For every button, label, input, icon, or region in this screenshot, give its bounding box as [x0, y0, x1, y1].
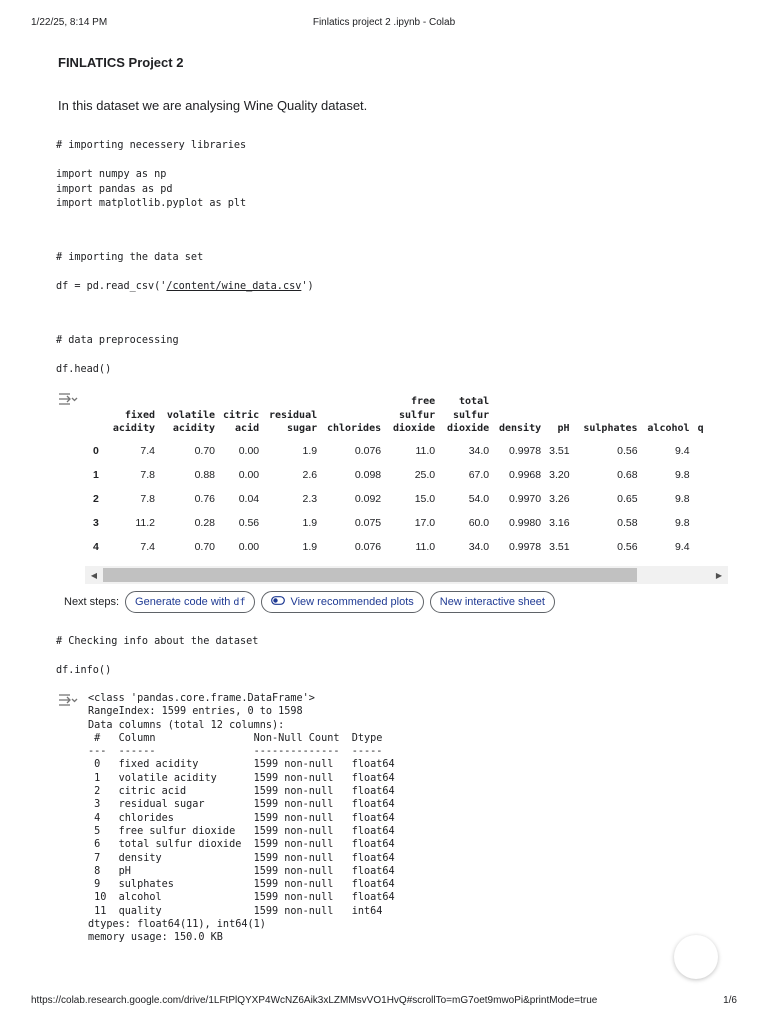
floating-action-button[interactable]: [674, 935, 718, 979]
code-cell-preprocess[interactable]: [56, 334, 179, 378]
table-cell: 0.00: [238, 540, 260, 553]
code-prefix: df = pd.read_csv(': [56, 281, 167, 293]
table-cell: 7.8: [140, 468, 155, 481]
intro-text: In this dataset we are analysing Wine Quality dataset.: [58, 98, 368, 113]
table-cell: 1.9: [302, 516, 318, 529]
table-cell: 9.8: [674, 492, 690, 505]
output-line: dtypes: float64(11), int64(1): [88, 919, 266, 931]
table-cell: 0.076: [354, 540, 382, 553]
next-steps-bar: [64, 591, 561, 613]
output-line: 9 sulphates 1599 non-null float64: [88, 879, 395, 891]
output-line: --- ------ -------------- -----: [88, 746, 395, 758]
code-comment: # importing the data set: [56, 252, 204, 263]
table-cell: 9.8: [674, 468, 690, 481]
output-line: Data columns (total 12 columns):: [88, 719, 285, 731]
table-cell: 0.28: [194, 516, 215, 529]
column-header: chlorides: [326, 423, 382, 434]
table-cell: 11.0: [415, 444, 436, 457]
table-cell: 0.70: [194, 540, 215, 553]
info-output: [88, 692, 395, 945]
table-cell: 0.9968: [509, 468, 542, 481]
table-cell: 7.8: [140, 492, 155, 505]
column-header: alcohol: [647, 423, 690, 434]
table-cell: 0.65: [617, 492, 638, 505]
table-cell: 1.9: [302, 540, 318, 553]
view-recommended-plots-button[interactable]: [261, 591, 423, 613]
output-line: # Column Non-Null Count Dtype: [88, 732, 395, 744]
table-cell: 2.6: [302, 468, 318, 481]
table-cell: 9.8: [674, 516, 690, 529]
table-cell: 0.9978: [509, 540, 542, 553]
table-cell: 0.092: [354, 492, 382, 505]
table-cell: 0.56: [617, 540, 638, 553]
code-line: df.head(): [56, 364, 112, 376]
table-row: [85, 487, 712, 511]
column-header: sulphates: [583, 423, 638, 434]
toggle-icon: [271, 596, 285, 608]
table-cell: [694, 511, 712, 535]
column-header: q: [697, 423, 704, 434]
table-cell: 3.20: [549, 468, 570, 481]
generate-code-label: Generate code with: [135, 596, 231, 608]
table-cell: 25.0: [414, 468, 436, 481]
code-suffix: '): [301, 281, 314, 293]
scroll-right-arrow-icon[interactable]: ▶: [715, 570, 723, 580]
table-cell: 3.51: [549, 444, 570, 457]
view-recommended-plots-label: View recommended plots: [290, 596, 414, 608]
notebook-title: FINLATICS Project 2: [58, 55, 184, 70]
table-row: [85, 463, 712, 487]
next-steps-label: Next steps:: [64, 596, 120, 608]
generate-code-button[interactable]: [125, 591, 255, 613]
index-header: [85, 392, 107, 439]
print-datetime: 1/22/25, 8:14 PM: [31, 17, 108, 28]
table-cell: 3.16: [549, 516, 570, 529]
code-cell-load[interactable]: [56, 251, 314, 295]
table-horizontal-scrollbar[interactable]: [85, 566, 728, 584]
table-row: [85, 511, 712, 535]
column-header: fixed acidity: [112, 409, 155, 434]
row-index: 3: [93, 516, 99, 529]
table-cell: 7.4: [140, 540, 155, 553]
output-line: 1 volatile acidity 1599 non-null float64: [88, 772, 395, 784]
scroll-left-arrow-icon[interactable]: ◀: [90, 570, 98, 580]
output-line: 11 quality 1599 non-null int64: [88, 905, 395, 917]
table-cell: 0.00: [238, 468, 260, 481]
code-comment: # data preprocessing: [56, 335, 179, 346]
table-cell: 0.70: [194, 444, 215, 457]
table-cell: 15.0: [414, 492, 436, 505]
column-header: residual sugar: [268, 409, 318, 434]
table-cell: 11.2: [135, 516, 155, 529]
output-line: 4 chlorides 1599 non-null float64: [88, 812, 395, 824]
row-index: 1: [93, 468, 99, 481]
table-cell: 1.9: [302, 444, 318, 457]
code-line: import matplotlib.pyplot as plt: [56, 198, 247, 210]
print-page-number: 1/6: [723, 995, 737, 1006]
output-line: memory usage: 150.0 KB: [88, 932, 223, 944]
output-line: <class 'pandas.core.frame.DataFrame'>: [88, 693, 315, 704]
output-line: RangeIndex: 1599 entries, 0 to 1598: [88, 706, 303, 718]
generate-code-var: df: [233, 596, 246, 608]
output-line: 6 total sulfur dioxide 1599 non-null float64: [88, 839, 395, 851]
table-cell: 34.0: [468, 444, 490, 457]
output-line: 8 pH 1599 non-null float64: [88, 865, 395, 877]
table-cell: 0.58: [617, 516, 638, 529]
table-cell: 0.9978: [509, 444, 542, 457]
output-line: 10 alcohol 1599 non-null float64: [88, 892, 395, 904]
row-index: 0: [93, 444, 99, 457]
dataframe-table: [85, 392, 712, 559]
row-index: 2: [93, 492, 99, 505]
code-cell-imports[interactable]: [56, 139, 246, 212]
column-header: pH: [557, 423, 570, 434]
table-cell: 0.076: [354, 444, 382, 457]
dataframe-output: [85, 392, 728, 562]
output-line: 0 fixed acidity 1599 non-null float64: [88, 759, 395, 771]
code-comment: # Checking info about the dataset: [56, 636, 259, 647]
table-cell: 17.0: [414, 516, 436, 529]
new-interactive-sheet-label: New interactive sheet: [439, 596, 545, 608]
table-cell: [694, 463, 712, 487]
table-cell: [694, 535, 712, 559]
column-header: free sulfur dioxide: [392, 396, 436, 434]
table-cell: 0.56: [238, 516, 260, 529]
table-cell: 7.4: [140, 444, 155, 457]
print-url: https://colab.research.google.com/drive/1LFtPlQYXP4WcNZ6Aik3xLZMMsvVO1HvQ#scrollTo=mG7oet9mwoPi&printMode=true: [31, 995, 598, 1006]
table-cell: 0.9980: [509, 516, 542, 529]
column-header: volatile acidity: [166, 409, 215, 434]
output-toggle-icon[interactable]: [58, 392, 78, 406]
output-toggle-icon[interactable]: [58, 693, 78, 707]
table-cell: 3.51: [549, 540, 570, 553]
table-cell: 0.9970: [509, 492, 542, 505]
column-header: citric acid: [223, 409, 260, 434]
code-cell-info[interactable]: [56, 635, 258, 679]
table-cell: 67.0: [468, 468, 490, 481]
table-cell: 0.04: [238, 492, 260, 505]
table-row: [85, 439, 712, 463]
table-cell: 11.0: [415, 540, 436, 553]
table-cell: 3.26: [549, 492, 570, 505]
file-path-link[interactable]: /content/wine_data.csv: [166, 281, 302, 293]
table-cell: 9.4: [674, 540, 690, 553]
scrollbar-thumb[interactable]: [103, 568, 637, 582]
print-header: [31, 17, 737, 31]
table-cell: [694, 487, 712, 511]
table-cell: 0.075: [354, 516, 382, 529]
table-cell: 0.68: [617, 468, 638, 481]
output-line: 3 residual sugar 1599 non-null float64: [88, 799, 395, 811]
table-cell: 0.00: [238, 444, 260, 457]
new-interactive-sheet-button[interactable]: [430, 591, 555, 613]
output-line: 5 free sulfur dioxide 1599 non-null float64: [88, 825, 395, 837]
table-cell: 0.76: [194, 492, 215, 505]
code-line: df.info(): [56, 665, 112, 677]
table-cell: 9.4: [674, 444, 690, 457]
table-cell: [694, 439, 712, 463]
column-header: total sulfur dioxide: [446, 396, 490, 434]
row-index: 4: [93, 540, 99, 553]
table-cell: 0.56: [617, 444, 638, 457]
table-cell: 34.0: [468, 540, 490, 553]
table-cell: 60.0: [468, 516, 490, 529]
table-row: [85, 535, 712, 559]
output-line: 2 citric acid 1599 non-null float64: [88, 786, 395, 798]
code-comment: # importing necessery libraries: [56, 140, 247, 151]
print-tab-title: Finlatics project 2 .ipynb - Colab: [312, 17, 456, 28]
table-cell: 0.88: [194, 468, 215, 481]
print-footer: [31, 995, 737, 1009]
table-cell: 2.3: [302, 492, 318, 505]
output-line: 7 density 1599 non-null float64: [88, 852, 395, 864]
table-cell: 0.098: [354, 468, 382, 481]
column-header: density: [498, 423, 542, 434]
code-line: import numpy as np: [56, 169, 167, 181]
table-header-row: [85, 392, 712, 439]
table-cell: 54.0: [468, 492, 490, 505]
code-line: import pandas as pd: [56, 183, 173, 195]
